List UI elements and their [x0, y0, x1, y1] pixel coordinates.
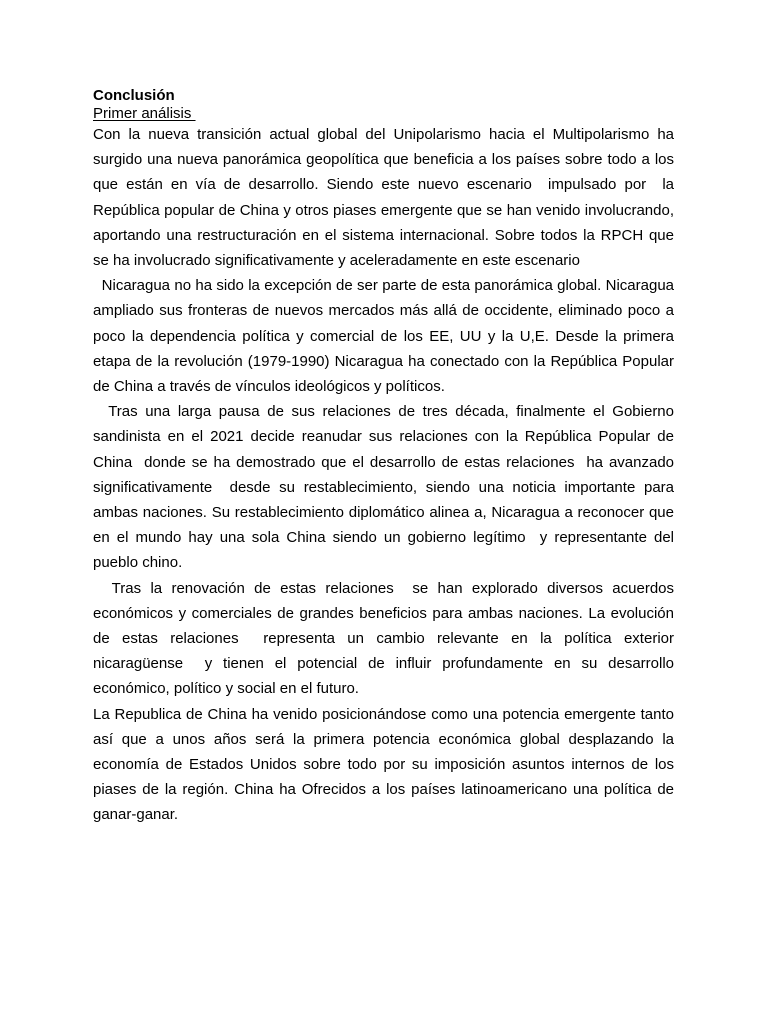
- section-heading: Conclusión: [93, 87, 175, 104]
- paragraph: La Republica de China ha venido posicionándose como una potencia emergente tanto así que a unos años será la primera potencia económica global desplazando la economía de Estados Unidos sobre todo por su imposición asuntos internos de los piases de la región. China ha Ofrecidos a los países latinoamericano una política de ganar-ganar.: [93, 705, 679, 824]
- paragraph: Nicaragua no ha sido la excepción de ser parte de esta panorámica global. Nicaragua ampliado sus fronteras de nuevos mercados más allá de occidente, eliminado poco a poco la dependencia política y comercial de los EE, UU y la U,E. Desde la primera etapa de la revolución (1979-1990) Nicaragua ha conectado con la República Popular de China a través de vínculos ideológicos y políticos.: [93, 277, 683, 396]
- paragraph: Tras una larga pausa de sus relaciones de tres década, finalmente el Gobierno sandinista en el 2021 decide reanudar sus relaciones con la República Popular de China donde se ha demostrado que el desarrollo de estas relaciones ha avanzado significativamente desde su restablecimiento, siendo una noticia importante para ambas naciones. Su restablecimiento diplomático alinea a, Nicaragua a reconocer que en el mundo hay una sola China siendo un gobierno legítimo y representante del pueblo chino.: [93, 403, 679, 572]
- paragraph: Con la nueva transición actual global del Unipolarismo hacia el Multipolarismo ha surgido una nueva panorámica geopolítica que beneficia a los países sobre todo a los que están en vía de desarrollo. Siendo este nuevo escenario impulsado por la República popular de China y otros piases emergente que se han venido involucrando, aportando una restructuración en el sistema internacional. Sobre todos la RPCH que se ha involucrado significativamente y aceleradamente en este escenario: [93, 126, 683, 270]
- section-subheading: Primer análisis: [93, 105, 196, 122]
- document-body: [93, 87, 683, 828]
- paragraph: Tras la renovación de estas relaciones se han explorado diversos acuerdos económicos y comerciales de grandes beneficios para ambas naciones. La evolución de estas relaciones representa un cambio relevante en la política exterior nicaragüense y tienen el potencial de influir profundamente en su desarrollo económico, político y social en el futuro.: [93, 579, 679, 698]
